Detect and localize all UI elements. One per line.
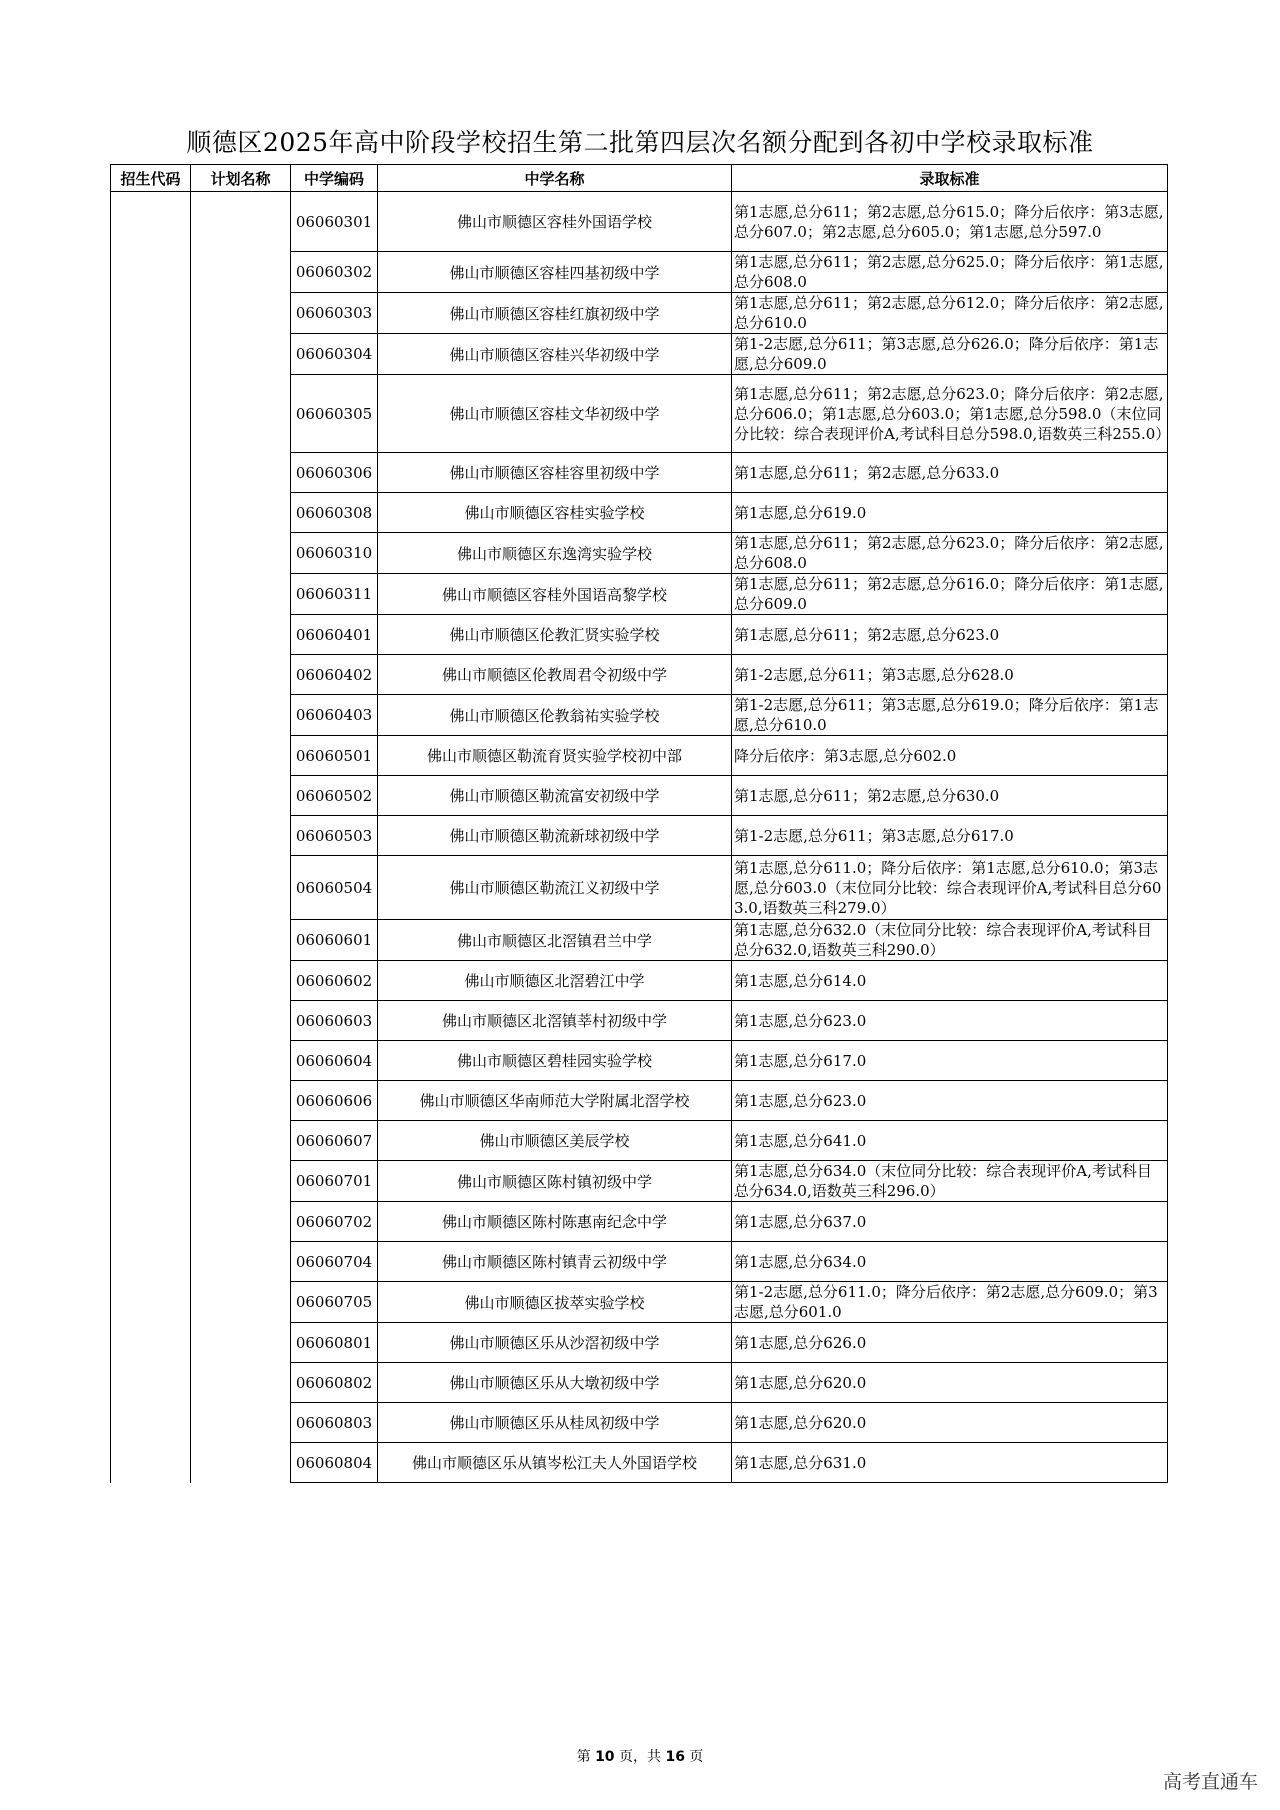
school-name-cell: 佛山市顺德区容桂兴华初级中学 — [378, 334, 732, 375]
admission-standard-cell: 第1志愿,总分623.0 — [732, 1001, 1168, 1041]
school-name-cell: 佛山市顺德区容桂四基初级中学 — [378, 252, 732, 293]
admission-standard-cell: 第1志愿,总分637.0 — [732, 1202, 1168, 1242]
admission-standard-cell: 第1志愿,总分611；第2志愿,总分623.0；降分后依序：第2志愿,总分608.0 — [732, 533, 1168, 574]
school-name-cell: 佛山市顺德区勒流富安初级中学 — [378, 776, 732, 816]
admission-standard-cell: 第1志愿,总分611；第2志愿,总分623.0；降分后依序：第2志愿,总分606.0；第1志愿,总分603.0；第1志愿,总分598.0（末位同分比较：综合表现评价A,考试科目总分598.0,语数英三科255.0） — [732, 375, 1168, 453]
school-name-cell: 佛山市顺德区北滘碧江中学 — [378, 961, 732, 1001]
admission-standard-cell: 第1志愿,总分634.0 — [732, 1242, 1168, 1282]
admission-standard-cell: 第1志愿,总分626.0 — [732, 1323, 1168, 1363]
school-code-cell: 06060607 — [291, 1121, 378, 1161]
enroll-code-cell — [111, 192, 191, 1483]
school-name-cell: 佛山市顺德区美辰学校 — [378, 1121, 732, 1161]
admission-standard-cell: 第1志愿,总分634.0（末位同分比较：综合表现评价A,考试科目总分634.0,语数英三科296.0） — [732, 1161, 1168, 1202]
header-school-name: 中学名称 — [378, 165, 732, 192]
school-name-cell: 佛山市顺德区碧桂园实验学校 — [378, 1041, 732, 1081]
admission-standard-cell: 第1志愿,总分611；第2志愿,总分616.0；降分后依序：第1志愿,总分609.0 — [732, 574, 1168, 615]
school-code-cell: 06060606 — [291, 1081, 378, 1121]
school-code-cell: 06060311 — [291, 574, 378, 615]
admission-standard-cell: 第1志愿,总分611；第2志愿,总分630.0 — [732, 776, 1168, 816]
admission-standard-cell: 第1志愿,总分614.0 — [732, 961, 1168, 1001]
admission-standard-cell: 第1志愿,总分611；第2志愿,总分625.0；降分后依序：第1志愿,总分608.0 — [732, 252, 1168, 293]
school-name-cell: 佛山市顺德区北滘镇莘村初级中学 — [378, 1001, 732, 1041]
admission-standard-cell: 第1志愿,总分611.0；降分后依序：第1志愿,总分610.0；第3志愿,总分603.0（末位同分比较：综合表现评价A,考试科目总分603.0,语数英三科279.0） — [732, 856, 1168, 920]
school-name-cell: 佛山市顺德区容桂实验学校 — [378, 493, 732, 533]
school-code-cell: 06060704 — [291, 1242, 378, 1282]
admission-standard-cell: 第1志愿,总分611；第2志愿,总分612.0；降分后依序：第2志愿,总分610.0 — [732, 293, 1168, 334]
school-name-cell: 佛山市顺德区陈村镇青云初级中学 — [378, 1242, 732, 1282]
school-code-cell: 06060403 — [291, 695, 378, 736]
footer-suffix: 页 — [684, 1749, 704, 1765]
school-code-cell: 06060306 — [291, 453, 378, 493]
header-plan-name: 计划名称 — [191, 165, 291, 192]
plan-name-cell — [191, 192, 291, 1483]
school-code-cell: 06060801 — [291, 1323, 378, 1363]
school-name-cell: 佛山市顺德区陈村镇初级中学 — [378, 1161, 732, 1202]
header-school-code: 中学编码 — [291, 165, 378, 192]
school-name-cell: 佛山市顺德区容桂文华初级中学 — [378, 375, 732, 453]
school-code-cell: 06060701 — [291, 1161, 378, 1202]
school-code-cell: 06060308 — [291, 493, 378, 533]
school-code-cell: 06060604 — [291, 1041, 378, 1081]
admission-standard-cell: 第1-2志愿,总分611；第3志愿,总分617.0 — [732, 816, 1168, 856]
header-standard: 录取标准 — [732, 165, 1168, 192]
school-name-cell: 佛山市顺德区容桂红旗初级中学 — [378, 293, 732, 334]
school-name-cell: 佛山市顺德区乐从大墩初级中学 — [378, 1363, 732, 1403]
footer-middle: 页，共 — [614, 1749, 666, 1765]
school-name-cell: 佛山市顺德区伦教汇贤实验学校 — [378, 615, 732, 655]
school-code-cell: 06060804 — [291, 1443, 378, 1483]
admission-table — [110, 164, 1171, 1483]
school-name-cell: 佛山市顺德区伦教翁祐实验学校 — [378, 695, 732, 736]
school-code-cell: 06060602 — [291, 961, 378, 1001]
school-name-cell: 佛山市顺德区拔萃实验学校 — [378, 1282, 732, 1323]
school-code-cell: 06060301 — [291, 192, 378, 252]
table-header-row — [111, 165, 1168, 192]
school-code-cell: 06060305 — [291, 375, 378, 453]
school-code-cell: 06060401 — [291, 615, 378, 655]
school-name-cell: 佛山市顺德区勒流育贤实验学校初中部 — [378, 736, 732, 776]
school-name-cell: 佛山市顺德区乐从镇岑松江夫人外国语学校 — [378, 1443, 732, 1483]
table-row — [111, 192, 1168, 252]
header-enroll-code: 招生代码 — [111, 165, 191, 192]
school-code-cell: 06060803 — [291, 1403, 378, 1443]
school-code-cell: 06060302 — [291, 252, 378, 293]
admission-standard-cell: 第1志愿,总分611；第2志愿,总分633.0 — [732, 453, 1168, 493]
school-code-cell: 06060601 — [291, 920, 378, 961]
footer-prefix: 第 — [576, 1749, 596, 1765]
school-code-cell: 06060802 — [291, 1363, 378, 1403]
school-name-cell: 佛山市顺德区华南师范大学附属北滘学校 — [378, 1081, 732, 1121]
admission-standard-cell: 第1志愿,总分620.0 — [732, 1363, 1168, 1403]
school-name-cell: 佛山市顺德区乐从沙滘初级中学 — [378, 1323, 732, 1363]
admission-standard-cell: 第1志愿,总分611；第2志愿,总分623.0 — [732, 615, 1168, 655]
admission-standard-cell: 第1志愿,总分641.0 — [732, 1121, 1168, 1161]
school-code-cell: 06060402 — [291, 655, 378, 695]
page-footer — [0, 1746, 1280, 1766]
school-name-cell: 佛山市顺德区勒流江义初级中学 — [378, 856, 732, 920]
admission-standard-cell: 第1-2志愿,总分611；第3志愿,总分628.0 — [732, 655, 1168, 695]
school-name-cell: 佛山市顺德区东逸湾实验学校 — [378, 533, 732, 574]
watermark: 高考直通车 — [1162, 1771, 1258, 1793]
school-code-cell: 06060310 — [291, 533, 378, 574]
admission-standard-cell: 第1-2志愿,总分611；第3志愿,总分619.0；降分后依序：第1志愿,总分610.0 — [732, 695, 1168, 736]
admission-standard-cell: 第1志愿,总分619.0 — [732, 493, 1168, 533]
school-code-cell: 06060304 — [291, 334, 378, 375]
admission-standard-cell: 第1-2志愿,总分611.0；降分后依序：第2志愿,总分609.0；第3志愿,总分601.0 — [732, 1282, 1168, 1323]
school-name-cell: 佛山市顺德区容桂外国语高黎学校 — [378, 574, 732, 615]
admission-standard-cell: 第1志愿,总分611；第2志愿,总分615.0；降分后依序：第3志愿,总分607.0；第2志愿,总分605.0；第1志愿,总分597.0 — [732, 192, 1168, 252]
school-name-cell: 佛山市顺德区容桂容里初级中学 — [378, 453, 732, 493]
admission-standard-cell: 第1志愿,总分631.0 — [732, 1443, 1168, 1483]
school-code-cell: 06060501 — [291, 736, 378, 776]
school-code-cell: 06060504 — [291, 856, 378, 920]
school-code-cell: 06060502 — [291, 776, 378, 816]
school-code-cell: 06060705 — [291, 1282, 378, 1323]
admission-standard-cell: 第1志愿,总分617.0 — [732, 1041, 1168, 1081]
school-name-cell: 佛山市顺德区陈村陈惠南纪念中学 — [378, 1202, 732, 1242]
school-name-cell: 佛山市顺德区容桂外国语学校 — [378, 192, 732, 252]
school-code-cell: 06060702 — [291, 1202, 378, 1242]
school-code-cell: 06060503 — [291, 816, 378, 856]
admission-standard-cell: 第1-2志愿,总分611；第3志愿,总分626.0；降分后依序：第1志愿,总分609.0 — [732, 334, 1168, 375]
admission-standard-cell: 第1志愿,总分632.0（末位同分比较：综合表现评价A,考试科目总分632.0,语数英三科290.0） — [732, 920, 1168, 961]
admission-standard-cell: 降分后依序：第3志愿,总分602.0 — [732, 736, 1168, 776]
admission-standard-cell: 第1志愿,总分620.0 — [732, 1403, 1168, 1443]
admission-standard-cell: 第1志愿,总分623.0 — [732, 1081, 1168, 1121]
school-code-cell: 06060303 — [291, 293, 378, 334]
school-name-cell: 佛山市顺德区勒流新球初级中学 — [378, 816, 732, 856]
school-name-cell: 佛山市顺德区北滘镇君兰中学 — [378, 920, 732, 961]
school-code-cell: 06060603 — [291, 1001, 378, 1041]
current-page-number: 10 — [595, 1749, 615, 1765]
school-name-cell: 佛山市顺德区伦教周君令初级中学 — [378, 655, 732, 695]
school-name-cell: 佛山市顺德区乐从桂凤初级中学 — [378, 1403, 732, 1443]
page-title: 顺德区2025年高中阶段学校招生第二批第四层次名额分配到各初中学校录取标准 — [186, 128, 1094, 157]
total-page-number: 16 — [665, 1749, 685, 1765]
